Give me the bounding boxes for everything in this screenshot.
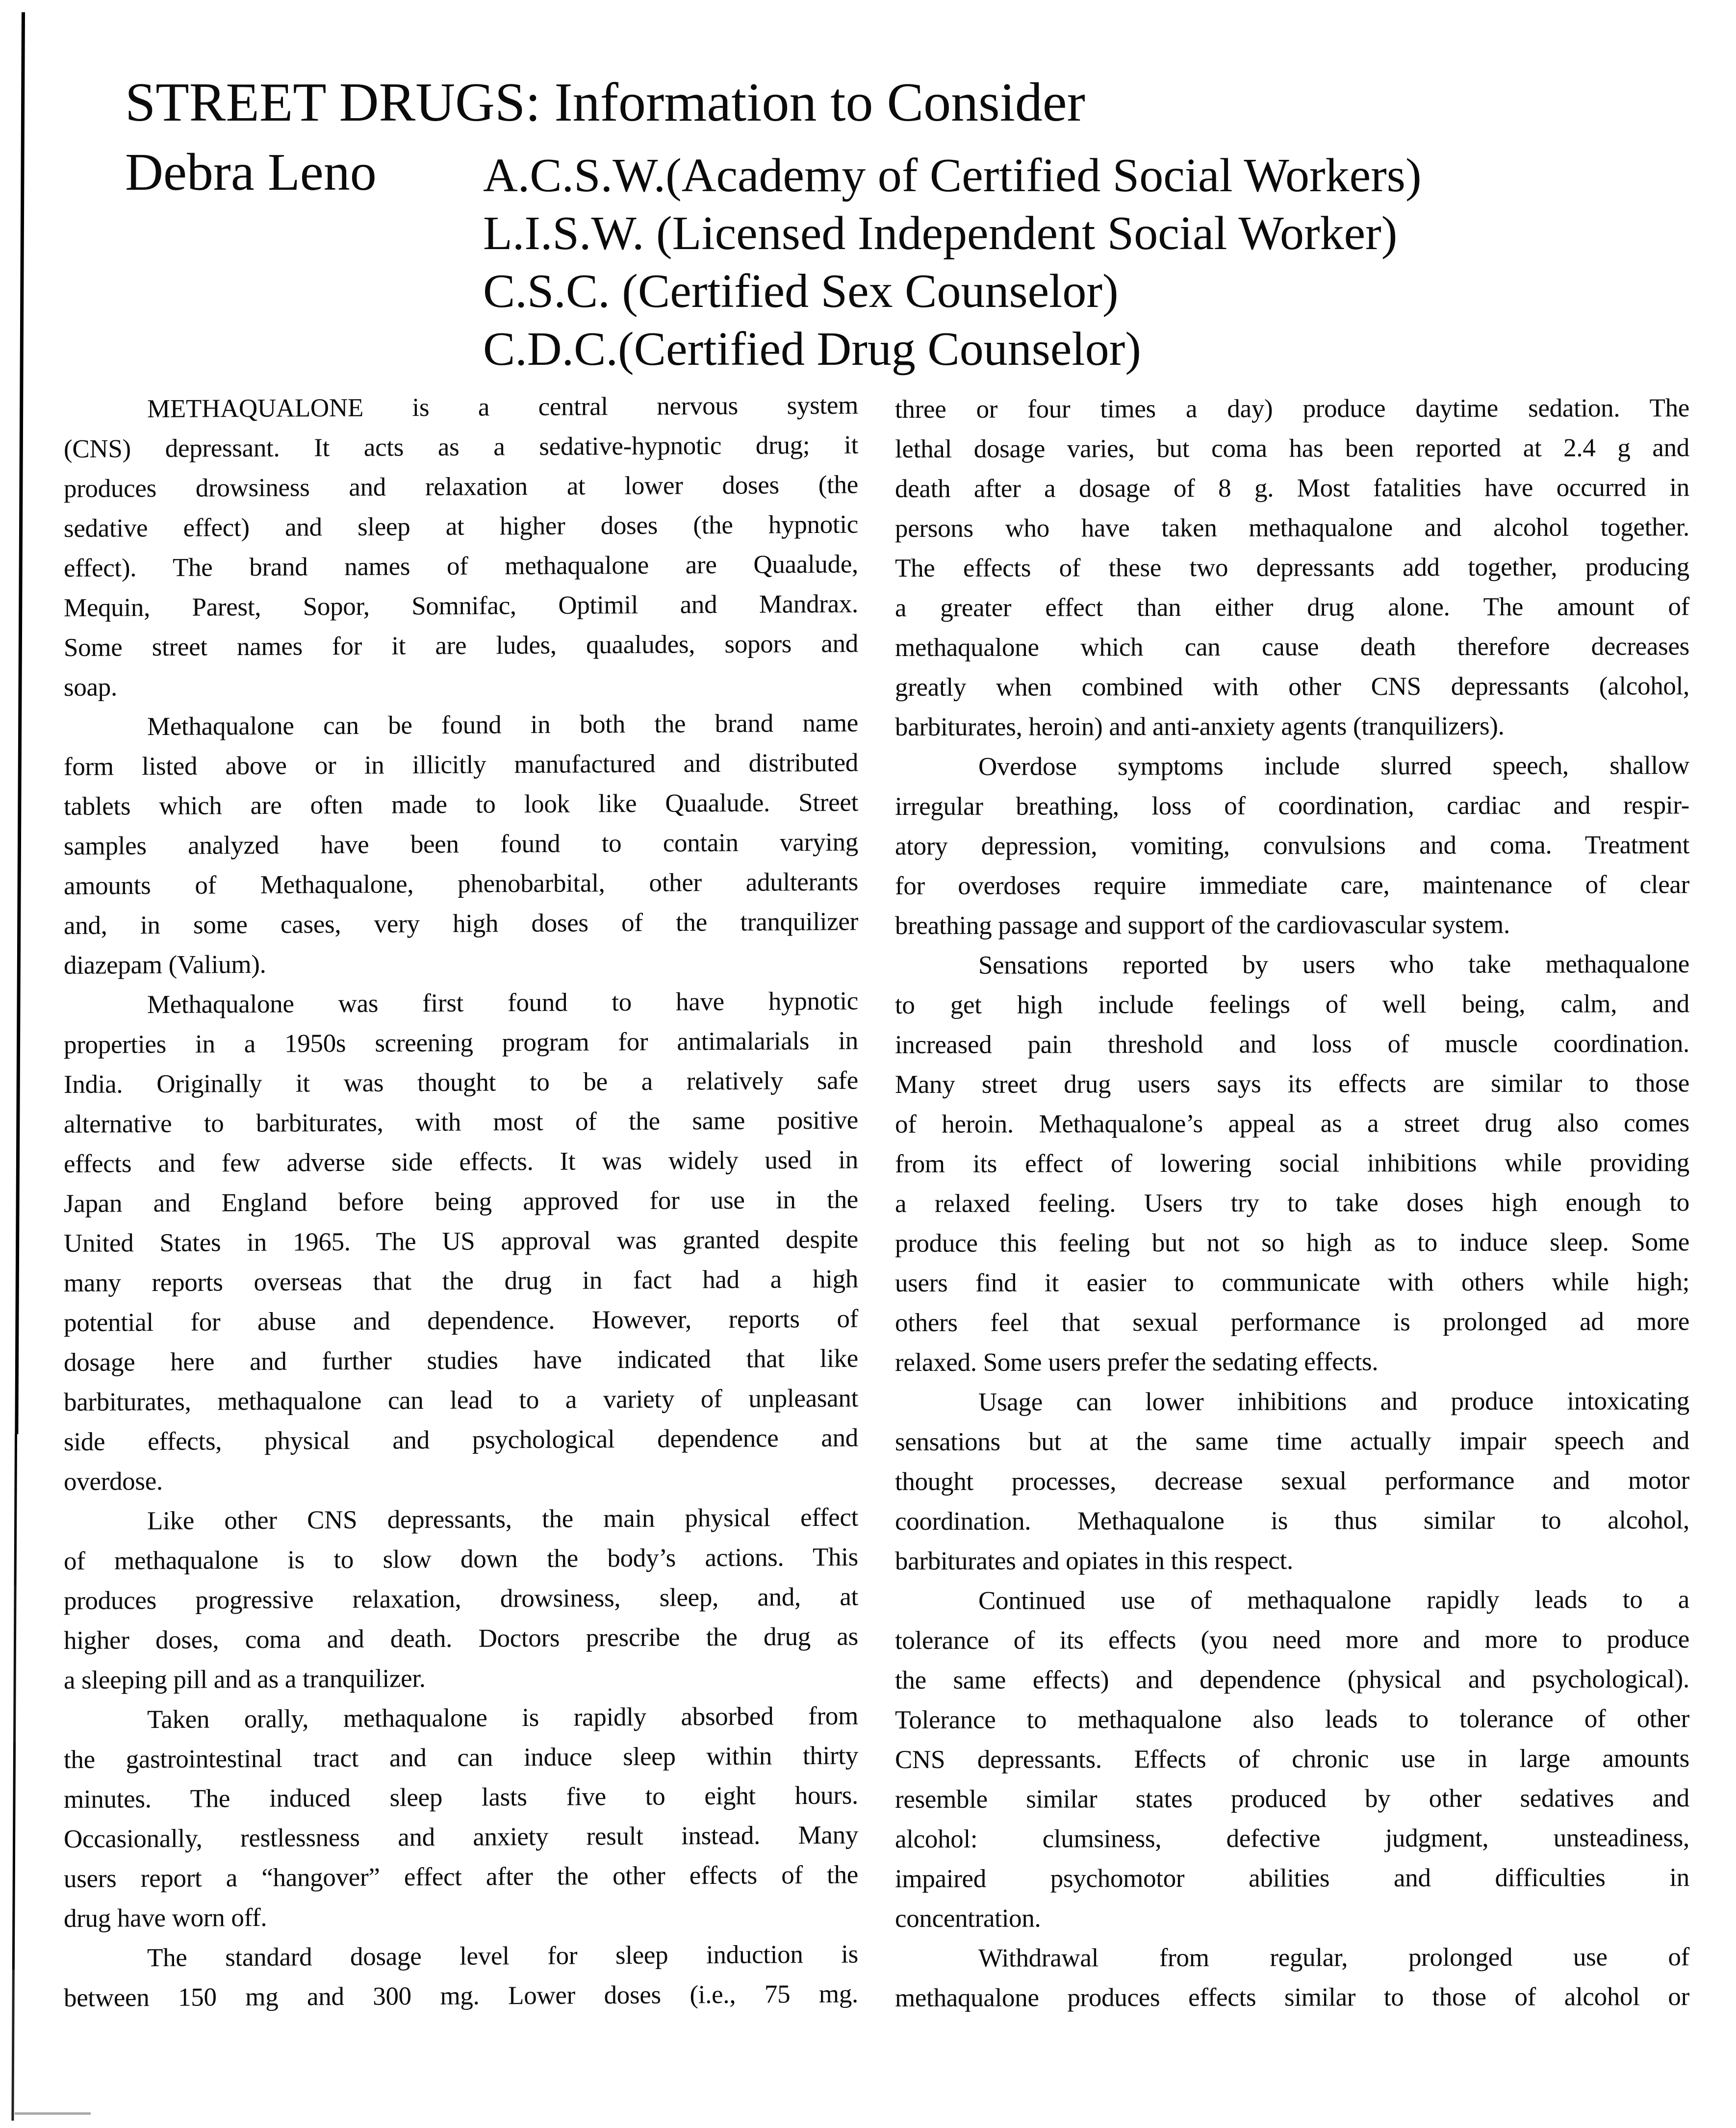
scan-artifact-vertical-line-bottom (11, 1434, 17, 2121)
text-line: potential for abuse and dependence. However, reports of (64, 1304, 858, 1337)
text-line: CNS depressants. Effects of chronic use in large amounts (895, 1744, 1689, 1774)
text-line: users report a “hangover” effect after the other effects of the (64, 1860, 858, 1893)
credential-item: L.I.S.W. (Licensed Independent Social Worker) (483, 207, 1398, 260)
text-line: Overdose symptoms include slurred speech, shallow (978, 751, 1689, 781)
text-column-left (64, 386, 858, 2018)
text-line: produces drowsiness and relaxation at lower doses (the (64, 470, 858, 503)
paragraph (64, 1498, 858, 1700)
text-line: tolerance of its effects (you need more and more to produce (895, 1625, 1689, 1655)
text-line: amounts of Methaqualone, phenobarbital, other adulterants (64, 867, 858, 900)
paragraph (64, 1935, 858, 2018)
text-line: Tolerance to methaqualone also leads to tolerance of other (895, 1704, 1689, 1734)
text-line: methaqualone which can cause death therefore decreases (895, 632, 1689, 662)
text-line: greatly when combined with other CNS depressants (alcohol, (895, 672, 1689, 702)
text-line: Methaqualone can be found in both the brand name (147, 709, 858, 741)
text-line: minutes. The induced sleep lasts five to eight hours. (64, 1781, 858, 1814)
credential-item: C.S.C. (Certified Sex Counselor) (483, 265, 1119, 318)
text-line: concentration. (895, 1904, 1041, 1933)
paragraph (64, 704, 858, 986)
text-line: increased pain threshold and loss of muscle coordination. (895, 1029, 1689, 1059)
text-line: resemble similar states produced by other sedatives and (895, 1784, 1689, 1814)
text-line: Japan and England before being approved for use in the (64, 1185, 858, 1218)
text-line: Some street names for it are ludes, quaaludes, sopors and (64, 629, 858, 662)
text-line: METHAQUALONE is a central nervous system (147, 391, 858, 424)
text-line: produce this feeling but not so high as to induce sleep. Some (895, 1228, 1689, 1258)
paragraph (64, 386, 858, 708)
article-body (64, 390, 1689, 2018)
author-name: Debra Leno (125, 143, 377, 202)
text-line: a greater effect than either drug alone. The amount of (895, 592, 1689, 622)
page-title: STREET DRUGS: Information to Consider (125, 72, 1085, 133)
text-line: thought processes, decrease sexual performance and motor (895, 1466, 1689, 1496)
text-line: tablets which are often made to look like Quaalude. Street (64, 788, 858, 821)
text-line: breathing passage and support of the cardiovascular system. (895, 910, 1510, 940)
text-line: users find it easier to communicate with others while high; (895, 1267, 1689, 1297)
text-line: diazepam (Valium). (64, 950, 266, 980)
text-line: persons who have taken methaqualone and alcohol together. (895, 513, 1689, 543)
text-line: Mequin, Parest, Sopor, Somnifac, Optimil and Mandrax. (64, 589, 858, 622)
text-line: impaired psychomotor abilities and difficulties in (895, 1863, 1689, 1893)
scan-artifact-horizontal-line (15, 2112, 91, 2115)
paragraph (64, 1697, 858, 1939)
text-line: irregular breathing, loss of coordination, cardiac and respir- (895, 791, 1689, 821)
text-line: relaxed. Some users prefer the sedating effects. (895, 1347, 1379, 1377)
text-line: effects and few adverse side effects. It was widely used in (64, 1145, 858, 1178)
text-line: Occasionally, restlessness and anxiety result instead. Many (64, 1821, 858, 1853)
text-line: a relaxed feeling. Users try to take doses high enough to (895, 1188, 1689, 1218)
text-line: (CNS) depressant. It acts as a sedative-hypnotic drug; it (64, 431, 858, 463)
scan-artifact-vertical-line-top (15, 12, 25, 1434)
text-line: between 150 mg and 300 mg. Lower doses (i.e., 75 mg. (64, 1979, 858, 2012)
text-line: samples analyzed have been found to contain varying (64, 828, 858, 861)
text-line: higher doses, coma and death. Doctors prescribe the drug as (64, 1622, 858, 1655)
text-line: alcohol: clumsiness, defective judgment, unsteadiness, (895, 1824, 1689, 1853)
paragraph (895, 944, 1689, 1383)
paragraph (895, 1381, 1689, 1581)
text-line: alternative to barbiturates, with most of the same positive (64, 1106, 858, 1139)
text-line: others feel that sexual performance is prolonged ad more (895, 1307, 1689, 1337)
text-line: lethal dosage varies, but coma has been reported at 2.4 g and (895, 433, 1689, 463)
text-line: the gastrointestinal tract and can induce sleep within thirty (64, 1741, 858, 1774)
paragraph (895, 746, 1689, 946)
paragraph (895, 1580, 1689, 1939)
text-line: form listed above or in illicitly manufactured and distributed (64, 748, 858, 781)
text-line: The standard dosage level for sleep induction is (147, 1940, 858, 1973)
text-line: produces progressive relaxation, drowsiness, sleep, and, at (64, 1582, 858, 1615)
paragraph (895, 388, 1689, 747)
text-line: to get high include feelings of well being, calm, and (895, 989, 1689, 1019)
text-line: side effects, physical and psychological dependence and (64, 1423, 858, 1456)
text-line: Taken orally, methaqualone is rapidly absorbed from (147, 1701, 858, 1734)
text-line: United States in 1965. The US approval was granted despite (64, 1225, 858, 1258)
text-line: Like other CNS depressants, the main physical effect (147, 1503, 858, 1536)
text-line: atory depression, vomiting, convulsions and coma. Treatment (895, 831, 1689, 861)
text-line: dosage here and further studies have indicated that like (64, 1344, 858, 1377)
paragraph (64, 982, 858, 1502)
credentials-list (483, 147, 1422, 378)
text-line: properties in a 1950s screening program for antimalarials in (64, 1026, 858, 1059)
text-line: Continued use of methaqualone rapidly leads to a (978, 1585, 1689, 1615)
text-line: and, in some cases, very high doses of the tranquilizer (64, 907, 858, 940)
text-line: the same effects) and dependence (physical and psychological). (895, 1665, 1689, 1695)
text-line: drug have worn off. (64, 1903, 267, 1933)
text-line: three or four times a day) produce daytime sedation. The (895, 394, 1689, 424)
text-line: The effects of these two depressants add together, producing (895, 553, 1689, 583)
text-line: Withdrawal from regular, prolonged use of (978, 1943, 1689, 1973)
paragraph (895, 1937, 1689, 2018)
text-line: Sensations reported by users who take methaqualone (978, 950, 1689, 980)
text-line: death after a dosage of 8 g. Most fatalities have occurred in (895, 473, 1689, 503)
text-line: overdose. (64, 1467, 163, 1496)
text-line: sedative effect) and sleep at higher doses (the hypnotic (64, 510, 858, 543)
text-line: Many street drug users says its effects are similar to those (895, 1069, 1689, 1099)
text-line: many reports overseas that the drug in fact had a high (64, 1265, 858, 1297)
text-line: a sleeping pill and as a tranquilizer. (64, 1664, 426, 1695)
text-line: from its effect of lowering social inhibitions while providing (895, 1148, 1689, 1178)
text-line: sensations but at the same time actually impair speech and (895, 1426, 1689, 1456)
text-line: soap. (64, 673, 117, 702)
text-line: of methaqualone is to slow down the body’s actions. This (64, 1543, 858, 1575)
text-line: Methaqualone was first found to have hypnotic (147, 987, 858, 1019)
text-line: India. Originally it was thought to be a relatively safe (64, 1066, 858, 1099)
text-column-right (895, 388, 1689, 2018)
credential-item: A.C.S.W.(Academy of Certified Social Workers) (483, 149, 1422, 202)
text-line: methaqualone produces effects similar to those of alcohol or (895, 1982, 1689, 2012)
text-line: barbiturates, methaqualone can lead to a variety of unpleasant (64, 1384, 858, 1417)
text-line: for overdoses require immediate care, maintenance of clear (895, 870, 1689, 900)
credential-item: C.D.C.(Certified Drug Counselor) (483, 323, 1141, 376)
text-line: coordination. Methaqualone is thus similar to alcohol, (895, 1506, 1689, 1536)
text-line: of heroin. Methaqualone’s appeal as a street drug also comes (895, 1109, 1689, 1139)
text-line: barbiturates and opiates in this respect. (895, 1546, 1293, 1575)
text-line: effect). The brand names of methaqualone are Quaalude, (64, 550, 858, 583)
text-line: barbiturates, heroin) and anti-anxiety agents (tranquilizers). (895, 711, 1505, 741)
text-line: Usage can lower inhibitions and produce intoxicating (978, 1387, 1689, 1417)
